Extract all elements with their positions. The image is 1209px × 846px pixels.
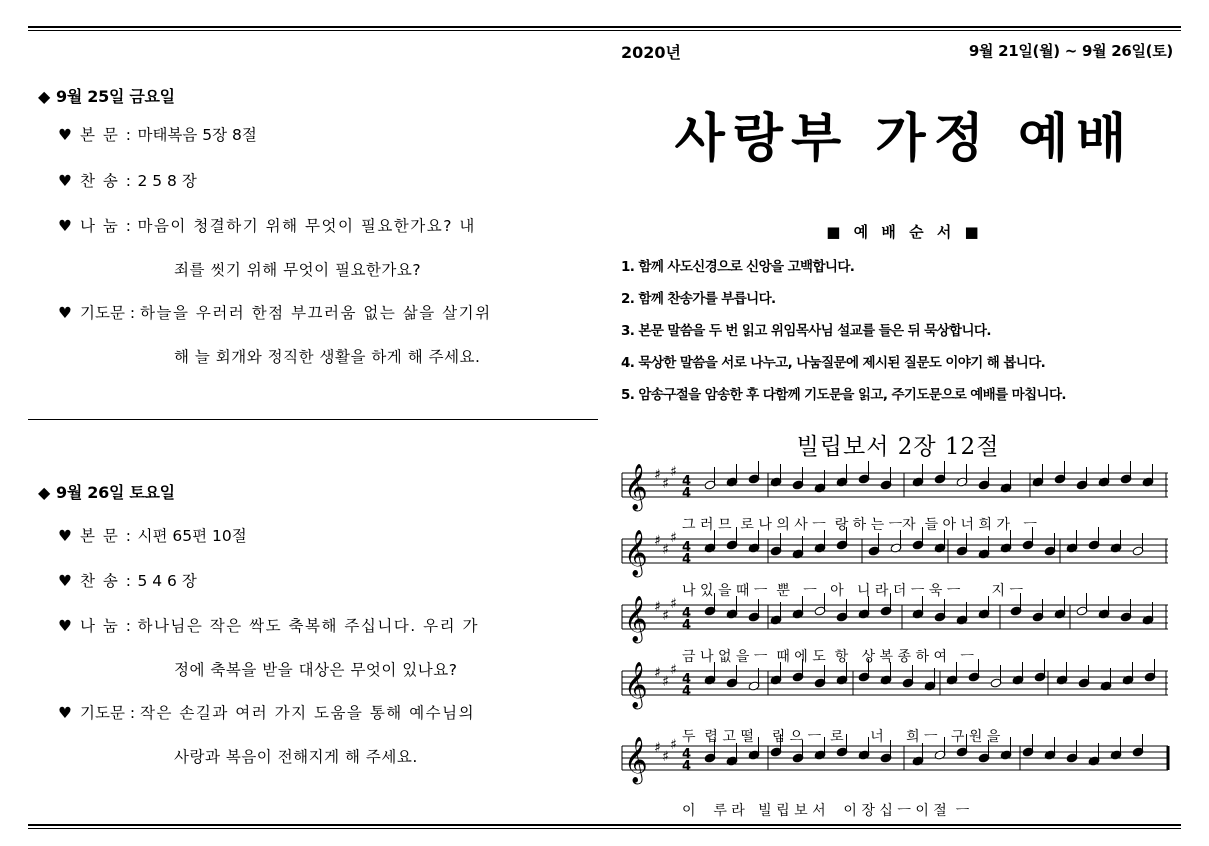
day-heading-friday: ◆ 9월 25일 금요일 [38,87,175,106]
saturday-hymn [58,566,593,596]
svg-text:4: 4 [682,486,692,501]
music-staves [618,428,1178,823]
friday-sharing [58,211,593,285]
svg-text:4: 4 [682,474,692,489]
heart-icon: ♥ [58,617,72,635]
top-rule [28,26,1181,28]
entry-value: 하늘을 우러러 한점 부끄러움 없는 삶을 살기위 [140,304,492,322]
lyric-line: 두 렵 고 떨 림 으 ㅡ 로 너 희 ㅡ 구 원 을 [682,729,1001,745]
diamond-icon: ◆ [38,483,51,502]
section-divider [28,419,598,420]
entry-label: 찬 송 : [80,572,133,590]
saturday-sharing [58,611,593,685]
heart-icon: ♥ [58,304,72,322]
svg-text:♯: ♯ [670,464,677,480]
svg-text:♯: ♯ [654,599,661,615]
heart-icon: ♥ [58,172,72,190]
svg-text:4: 4 [682,540,692,555]
svg-text:4: 4 [682,552,692,567]
order-of-worship-title: ■ 예 배 순 서 ■ [826,223,983,241]
friday-hymn [58,166,593,196]
lyric-line: 이 루 라 빌 립 보 서 이 장 십 ㅡ 이 절 ㅡ [682,803,970,819]
lyric-line: 나 있 을 때 ㅡ 뿐 ㅡ 아 니 라 더 ㅡ 욱 ㅡ 지 ㅡ [682,583,1023,599]
svg-text:♯: ♯ [654,533,661,549]
entry-label: 나 눔 : [80,217,133,235]
heart-icon: ♥ [58,217,72,235]
svg-text:♯: ♯ [670,530,677,546]
svg-text:4: 4 [682,747,692,762]
svg-text:4: 4 [682,672,692,687]
svg-text:𝄞: 𝄞 [624,737,648,783]
order-item: 5. 암송구절을 암송한 후 다함께 기도문을 읽고, 주기도문으로 예배를 마칩니다. [621,387,1066,403]
order-item: 4. 묵상한 말씀을 서로 나누고, 나눔질문에 제시된 질문도 이야기 해 봅니다. [621,355,1046,371]
order-item: 3. 본문 말씀을 두 번 읽고 위임목사님 설교를 들은 뒤 묵상합니다. [621,323,991,339]
entry-label: 본 문 : [80,527,133,545]
entry-label: 기도문 : [80,704,136,722]
page-title: 사랑부 가정 예배 [674,109,1135,169]
score-title: 빌립보서 2장 12절 [796,434,1000,460]
order-of-worship-list [621,255,1181,415]
entry-value: 마음이 청결하기 위해 무엇이 필요한가요? 내 [137,217,476,235]
svg-text:♯: ♯ [654,740,661,756]
sheet-music [618,428,1178,823]
svg-text:♯: ♯ [670,737,677,753]
year: 2020년 [621,43,681,62]
svg-text:♯: ♯ [662,542,669,558]
heart-icon: ♥ [58,527,72,545]
svg-text:𝄞: 𝄞 [624,464,648,510]
heart-icon: ♥ [58,126,72,144]
svg-text:♯: ♯ [662,674,669,690]
entry-value-continued: 정에 축복을 받을 대상은 무엇이 있나요? [174,661,458,679]
day-heading-saturday: ◆ 9월 26일 토요일 [38,483,175,502]
saturday-bible-text [58,521,593,551]
entry-label: 나 눔 : [80,617,133,635]
bottom-rule [28,824,1181,826]
svg-text:♯: ♯ [662,608,669,624]
svg-text:♯: ♯ [654,665,661,681]
svg-text:♯: ♯ [662,749,669,765]
svg-text:♯: ♯ [670,596,677,612]
entry-label: 찬 송 : [80,172,133,190]
diamond-icon: ◆ [38,87,51,106]
svg-text:4: 4 [682,618,692,633]
entry-value: 5 4 6 장 [137,572,197,590]
entry-value-continued: 죄를 씻기 위해 무엇이 필요한가요? [174,261,422,279]
heart-icon: ♥ [58,704,72,722]
svg-text:♯: ♯ [654,467,661,483]
svg-text:4: 4 [682,606,692,621]
svg-text:4: 4 [682,684,692,699]
date-range: 9월 21일(월) ~ 9월 26일(토) [968,42,1173,60]
entry-value: 시편 65편 10절 [137,527,247,545]
entry-value-continued: 사랑과 복음이 전해지게 해 주세요. [174,748,418,766]
entry-value: 마태복음 5장 8절 [137,126,257,144]
svg-text:♯: ♯ [662,476,669,492]
entry-value: 작은 손길과 여러 가지 도움을 통해 예수님의 [140,704,476,722]
order-item: 1. 함께 사도신경으로 신앙을 고백합니다. [621,259,855,275]
friday-prayer [58,298,593,372]
svg-text:𝄞: 𝄞 [624,596,648,642]
svg-text:4: 4 [682,759,692,774]
friday-bible-text [58,120,593,150]
order-item: 2. 함께 찬송가를 부릅니다. [621,291,776,307]
svg-text:♯: ♯ [670,662,677,678]
lyric-line: 그 러 므 로 나 의 사 ㅡ 랑 하 는 ㅡ자 들 아 너 희 가 ㅡ [682,517,1037,533]
entry-value-continued: 해 늘 회개와 정직한 생활을 하게 해 주세요. [174,348,481,366]
heart-icon: ♥ [58,572,72,590]
entry-label: 본 문 : [80,126,133,144]
entry-value: 하나님은 작은 싹도 축복해 주십니다. 우리 가 [137,617,479,635]
svg-text:𝄞: 𝄞 [624,530,648,576]
entry-value: 2 5 8 장 [137,172,197,190]
saturday-prayer [58,698,593,772]
svg-text:𝄞: 𝄞 [624,662,648,708]
lyric-line: 금 나 없 을 ㅡ 때 에 도 항 상 복 종 하 여 ㅡ [682,649,974,665]
entry-label: 기도문 : [80,304,136,322]
